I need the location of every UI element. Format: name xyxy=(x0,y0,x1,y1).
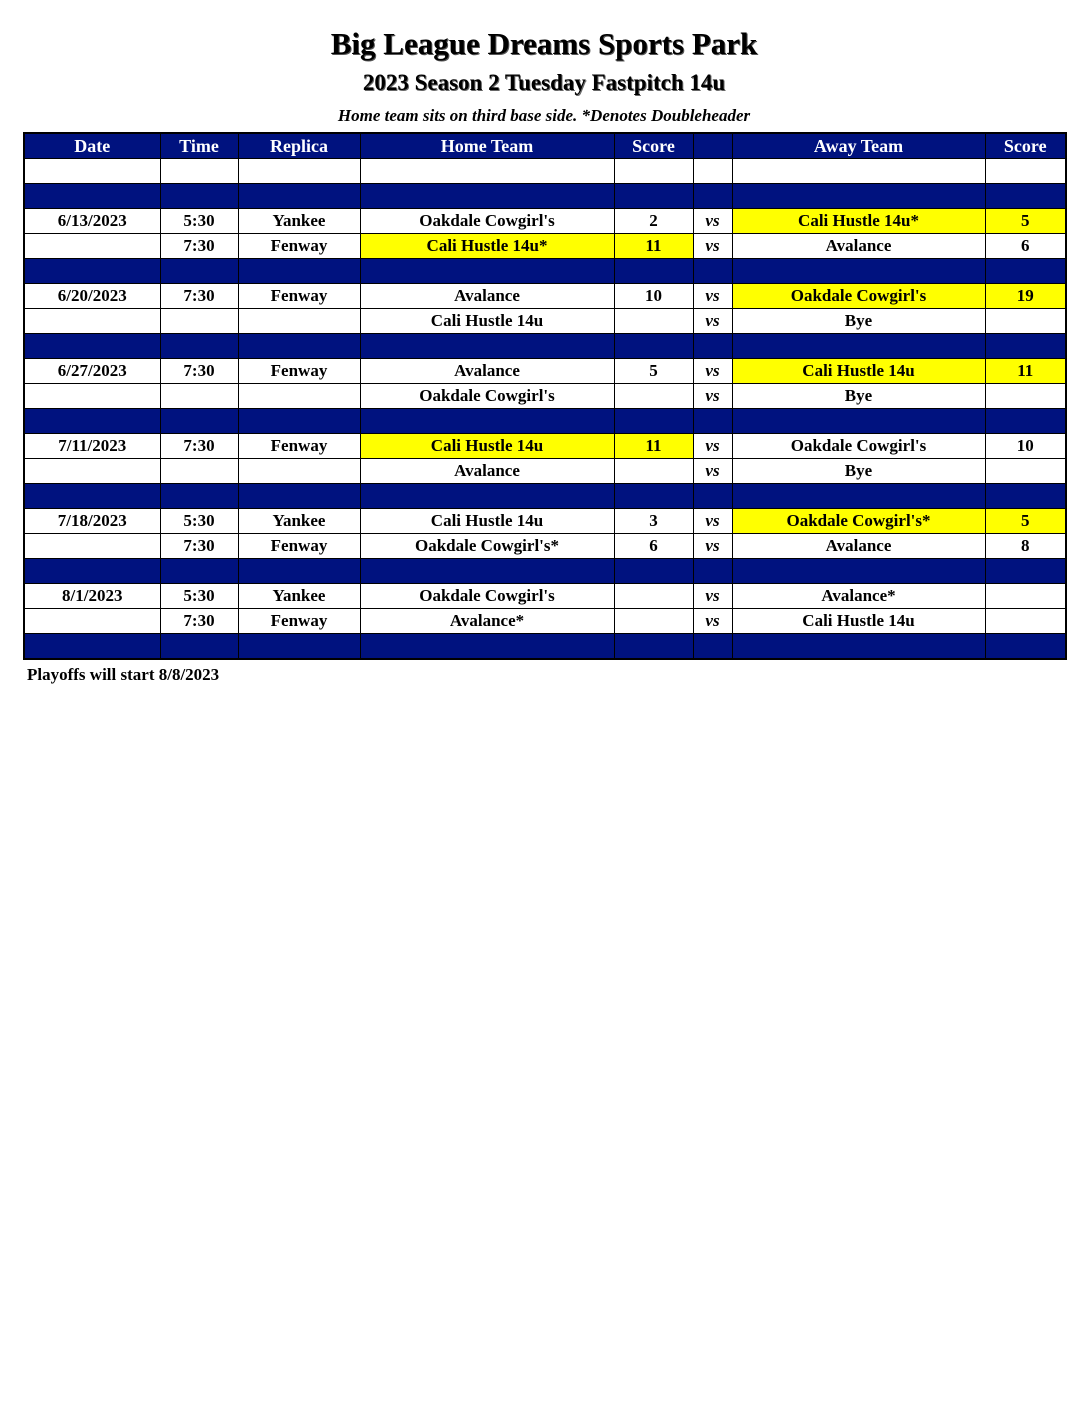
column-header-away-score: Score xyxy=(985,133,1066,159)
replica-cell: Fenway xyxy=(238,609,360,634)
replica-cell xyxy=(238,184,360,209)
time-cell xyxy=(160,484,238,509)
away-team-cell: Cali Hustle 14u* xyxy=(732,209,985,234)
date-cell: 8/1/2023 xyxy=(24,584,160,609)
away-score-cell: 6 xyxy=(985,234,1066,259)
vs-cell: vs xyxy=(693,284,732,309)
playoffs-note: Playoffs will start 8/8/2023 xyxy=(27,665,220,684)
away-score-cell xyxy=(985,384,1066,409)
away-team-cell xyxy=(732,334,985,359)
vs-cell xyxy=(693,159,732,184)
vs-cell: vs xyxy=(693,584,732,609)
week-separator-row xyxy=(24,409,1066,434)
home-score-cell xyxy=(614,259,693,284)
replica-cell xyxy=(238,259,360,284)
time-cell xyxy=(160,634,238,660)
vs-cell xyxy=(693,559,732,584)
time-cell: 7:30 xyxy=(160,434,238,459)
replica-cell: Fenway xyxy=(238,284,360,309)
time-cell: 7:30 xyxy=(160,284,238,309)
home-score-cell: 10 xyxy=(614,284,693,309)
date-cell xyxy=(24,534,160,559)
away-score-cell: 10 xyxy=(985,434,1066,459)
away-team-cell: Bye xyxy=(732,384,985,409)
time-cell xyxy=(160,259,238,284)
replica-cell: Fenway xyxy=(238,534,360,559)
game-row xyxy=(24,509,1066,534)
away-team-cell xyxy=(732,159,985,184)
home-score-cell xyxy=(614,584,693,609)
vs-cell xyxy=(693,484,732,509)
replica-cell: Fenway xyxy=(238,234,360,259)
time-cell xyxy=(160,159,238,184)
replica-cell xyxy=(238,484,360,509)
home-team-cell xyxy=(360,409,614,434)
home-score-cell xyxy=(614,384,693,409)
vs-cell xyxy=(693,184,732,209)
home-score-cell xyxy=(614,184,693,209)
away-score-cell xyxy=(985,184,1066,209)
time-cell xyxy=(160,334,238,359)
game-row xyxy=(24,534,1066,559)
game-row xyxy=(24,309,1066,334)
time-cell xyxy=(160,409,238,434)
time-cell: 5:30 xyxy=(160,209,238,234)
home-team-cell: Cali Hustle 14u xyxy=(360,434,614,459)
away-team-cell: Oakdale Cowgirl's xyxy=(732,434,985,459)
season-subtitle: 2023 Season 2 Tuesday Fastpitch 14u xyxy=(362,70,726,95)
table-header-row xyxy=(24,133,1066,159)
vs-cell xyxy=(693,334,732,359)
home-score-cell: 3 xyxy=(614,509,693,534)
date-cell: 6/13/2023 xyxy=(24,209,160,234)
home-team-cell: Cali Hustle 14u xyxy=(360,309,614,334)
away-score-cell xyxy=(985,259,1066,284)
replica-cell: Yankee xyxy=(238,584,360,609)
home-team-cell: Cali Hustle 14u* xyxy=(360,234,614,259)
date-cell xyxy=(24,559,160,584)
away-score-cell: 19 xyxy=(985,284,1066,309)
home-team-cell: Oakdale Cowgirl's xyxy=(360,584,614,609)
vs-cell: vs xyxy=(693,209,732,234)
home-score-cell xyxy=(614,634,693,660)
time-cell: 7:30 xyxy=(160,534,238,559)
away-score-cell xyxy=(985,584,1066,609)
column-header-replica: Replica xyxy=(238,133,360,159)
date-cell xyxy=(24,159,160,184)
blank-row xyxy=(24,159,1066,184)
week-separator-row xyxy=(24,484,1066,509)
vs-cell: vs xyxy=(693,384,732,409)
home-score-cell xyxy=(614,559,693,584)
home-score-cell xyxy=(614,409,693,434)
away-team-cell: Avalance* xyxy=(732,584,985,609)
home-score-cell xyxy=(614,334,693,359)
date-cell xyxy=(24,409,160,434)
away-team-cell: Bye xyxy=(732,459,985,484)
column-header-home-team: Home Team xyxy=(360,133,614,159)
schedule-table xyxy=(23,132,1067,660)
away-score-cell: 5 xyxy=(985,509,1066,534)
away-score-cell xyxy=(985,334,1066,359)
date-cell xyxy=(24,259,160,284)
away-team-cell: Oakdale Cowgirl's* xyxy=(732,509,985,534)
away-score-cell xyxy=(985,634,1066,660)
replica-cell xyxy=(238,634,360,660)
vs-cell: vs xyxy=(693,459,732,484)
replica-cell xyxy=(238,384,360,409)
date-cell xyxy=(24,234,160,259)
game-row xyxy=(24,384,1066,409)
replica-cell: Yankee xyxy=(238,209,360,234)
vs-cell: vs xyxy=(693,534,732,559)
week-separator-row xyxy=(24,334,1066,359)
time-cell: 7:30 xyxy=(160,609,238,634)
date-cell: 6/27/2023 xyxy=(24,359,160,384)
time-cell: 7:30 xyxy=(160,359,238,384)
vs-cell: vs xyxy=(693,309,732,334)
time-cell xyxy=(160,309,238,334)
away-team-cell xyxy=(732,559,985,584)
away-team-cell xyxy=(732,184,985,209)
column-header-home-score: Score xyxy=(614,133,693,159)
game-row xyxy=(24,459,1066,484)
replica-cell xyxy=(238,159,360,184)
date-cell xyxy=(24,459,160,484)
time-cell xyxy=(160,459,238,484)
away-team-cell xyxy=(732,484,985,509)
page-title: Big League Dreams Sports Park xyxy=(330,26,758,61)
date-cell xyxy=(24,184,160,209)
time-cell: 5:30 xyxy=(160,509,238,534)
home-score-cell xyxy=(614,309,693,334)
game-row xyxy=(24,434,1066,459)
week-separator-row xyxy=(24,559,1066,584)
replica-cell xyxy=(238,334,360,359)
date-cell xyxy=(24,384,160,409)
vs-cell xyxy=(693,259,732,284)
time-cell xyxy=(160,184,238,209)
vs-cell: vs xyxy=(693,609,732,634)
away-score-cell xyxy=(985,609,1066,634)
away-team-cell: Avalance xyxy=(732,234,985,259)
game-row xyxy=(24,234,1066,259)
home-team-cell: Avalance xyxy=(360,284,614,309)
home-score-cell: 11 xyxy=(614,434,693,459)
time-cell xyxy=(160,559,238,584)
time-cell xyxy=(160,384,238,409)
home-score-cell: 6 xyxy=(614,534,693,559)
game-row xyxy=(24,359,1066,384)
vs-cell: vs xyxy=(693,509,732,534)
home-team-note: Home team sits on third base side. *Denotes Doubleheader xyxy=(337,106,751,125)
away-score-cell xyxy=(985,409,1066,434)
away-team-cell: Avalance xyxy=(732,534,985,559)
column-header-vs xyxy=(693,133,732,159)
home-team-cell xyxy=(360,634,614,660)
away-score-cell xyxy=(985,484,1066,509)
column-header-away-team: Away Team xyxy=(732,133,985,159)
home-score-cell: 2 xyxy=(614,209,693,234)
game-row xyxy=(24,609,1066,634)
time-cell: 7:30 xyxy=(160,234,238,259)
home-score-cell xyxy=(614,459,693,484)
home-score-cell xyxy=(614,609,693,634)
away-team-cell: Bye xyxy=(732,309,985,334)
home-score-cell: 5 xyxy=(614,359,693,384)
date-cell: 7/11/2023 xyxy=(24,434,160,459)
away-team-cell: Oakdale Cowgirl's xyxy=(732,284,985,309)
date-cell xyxy=(24,609,160,634)
vs-cell: vs xyxy=(693,434,732,459)
vs-cell: vs xyxy=(693,234,732,259)
away-team-cell xyxy=(732,634,985,660)
home-team-cell: Avalance* xyxy=(360,609,614,634)
game-row xyxy=(24,209,1066,234)
home-team-cell: Cali Hustle 14u xyxy=(360,509,614,534)
away-score-cell xyxy=(985,559,1066,584)
away-score-cell: 5 xyxy=(985,209,1066,234)
home-team-cell xyxy=(360,259,614,284)
date-cell xyxy=(24,334,160,359)
away-score-cell xyxy=(985,159,1066,184)
home-team-cell: Oakdale Cowgirl's* xyxy=(360,534,614,559)
away-score-cell: 11 xyxy=(985,359,1066,384)
vs-cell xyxy=(693,634,732,660)
date-cell xyxy=(24,484,160,509)
home-team-cell: Avalance xyxy=(360,359,614,384)
date-cell xyxy=(24,309,160,334)
home-team-cell: Oakdale Cowgirl's xyxy=(360,384,614,409)
home-team-cell xyxy=(360,184,614,209)
home-score-cell: 11 xyxy=(614,234,693,259)
home-score-cell xyxy=(614,484,693,509)
home-team-cell: Avalance xyxy=(360,459,614,484)
replica-cell xyxy=(238,409,360,434)
week-separator-row xyxy=(24,634,1066,660)
week-separator-row xyxy=(24,184,1066,209)
replica-cell xyxy=(238,559,360,584)
home-team-cell: Oakdale Cowgirl's xyxy=(360,209,614,234)
column-header-date: Date xyxy=(24,133,160,159)
away-score-cell xyxy=(985,459,1066,484)
game-row xyxy=(24,284,1066,309)
replica-cell: Yankee xyxy=(238,509,360,534)
replica-cell: Fenway xyxy=(238,434,360,459)
home-team-cell xyxy=(360,334,614,359)
home-team-cell xyxy=(360,559,614,584)
away-score-cell xyxy=(985,309,1066,334)
home-score-cell xyxy=(614,159,693,184)
replica-cell xyxy=(238,309,360,334)
week-separator-row xyxy=(24,259,1066,284)
time-cell: 5:30 xyxy=(160,584,238,609)
away-team-cell: Cali Hustle 14u xyxy=(732,359,985,384)
vs-cell: vs xyxy=(693,359,732,384)
vs-cell xyxy=(693,409,732,434)
away-team-cell: Cali Hustle 14u xyxy=(732,609,985,634)
column-header-time: Time xyxy=(160,133,238,159)
date-cell: 7/18/2023 xyxy=(24,509,160,534)
away-score-cell: 8 xyxy=(985,534,1066,559)
replica-cell: Fenway xyxy=(238,359,360,384)
date-cell: 6/20/2023 xyxy=(24,284,160,309)
home-team-cell xyxy=(360,159,614,184)
replica-cell xyxy=(238,459,360,484)
date-cell xyxy=(24,634,160,660)
away-team-cell xyxy=(732,259,985,284)
home-team-cell xyxy=(360,484,614,509)
away-team-cell xyxy=(732,409,985,434)
game-row xyxy=(24,584,1066,609)
